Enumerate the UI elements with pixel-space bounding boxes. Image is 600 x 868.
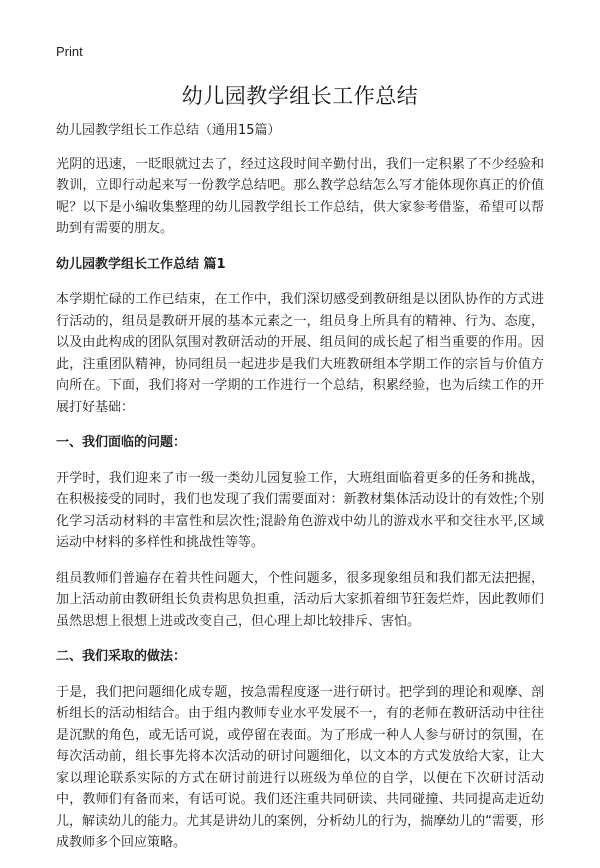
document-subtitle: 幼儿园教学组长工作总结（通用15篇）: [56, 123, 281, 138]
article-paragraph-1: 本学期忙碌的工作已结束，在工作中，我们深切感受到教研组是以团队协作的方式进行活动的，组员是教研开展的基本元素之一，组员身上所具有的精神、行为、态度，以及由此构成的团队氛围对教研活动的开展、组员间的成长起了相当重要的作用。因此，注重团队精神，协同组员一起进步是我们大班教研组本学期工作的宗旨与价值方向所在。下面，我们将对一学期的工作进行一个总结，积累经验，也为后续工作的开展打好基础：: [56, 292, 544, 415]
section-1-paragraph-1: 开学时，我们迎来了市一级一类幼儿园复验工作，大班组面临着更多的任务和挑战，在积极接受的同时，我们也发现了我们需要面对：新教材集体活动设计的有效性;个别化学习活动材料的丰富性和层次性;混龄角色游戏中幼儿的游戏水平和交往水平,区域运动中材料的多样性和挑战性等等。: [56, 470, 544, 550]
section-2-heading: 二、我们采取的做法：: [56, 649, 187, 664]
section-1-paragraph-2: 组员教师们普遍存在着共性问题大，个性问题多，很多现象组员和我们都无法把握，加上活动前由教研组长负责构思负担重，活动后大家抓着细节狂轰烂炸，因此教师们虽然思想上很想上进或改变自己，但心理上却比较排斥、害怕。: [56, 570, 544, 629]
section-1-heading: 一、我们面临的问题：: [56, 435, 187, 450]
document-title: 幼儿园教学组长工作总结: [181, 84, 419, 108]
article-heading: 幼儿园教学组长工作总结 篇1: [56, 256, 226, 272]
print-link[interactable]: Print: [56, 44, 83, 59]
section-2-paragraph-1: 于是，我们把问题细化成专题，按急需程度逐一进行研讨。把学到的理论和观摩、剖析组长的活动相结合。由于组内教师专业水平发展不一，有的老师在教研活动中往往是沉默的角色，或无话可说，或停留在表面。为了形成一种人人参与研讨的氛围，在每次活动前，组长事先将本次活动的研讨问题细化，以文本的方式发放给大家，让大家以理论联系实际的方式在研讨前进行以班级为单位的自学，以便在下次研讨活动中，教师们有备而来，有话可说。我们还注重共同研读、共同碰撞、共同提高走近幼儿，解读幼儿的能力。尤其是讲幼儿的案例，分析幼儿的行为，揣摩幼儿的“需要，形成教师多个回应策略。: [56, 684, 544, 850]
intro-paragraph: 光阴的迅速，一眨眼就过去了，经过这段时间辛勤付出，我们一定积累了不少经验和教训，立即行动起来写一份教学总结吧。那么教学总结怎么写才能体现你真正的价值呢？以下是小编收集整理的幼儿园教学组长工作总结，供大家参考借鉴，希望可以帮助到有需要的朋友。: [56, 156, 544, 236]
document-body: [56, 120, 544, 868]
